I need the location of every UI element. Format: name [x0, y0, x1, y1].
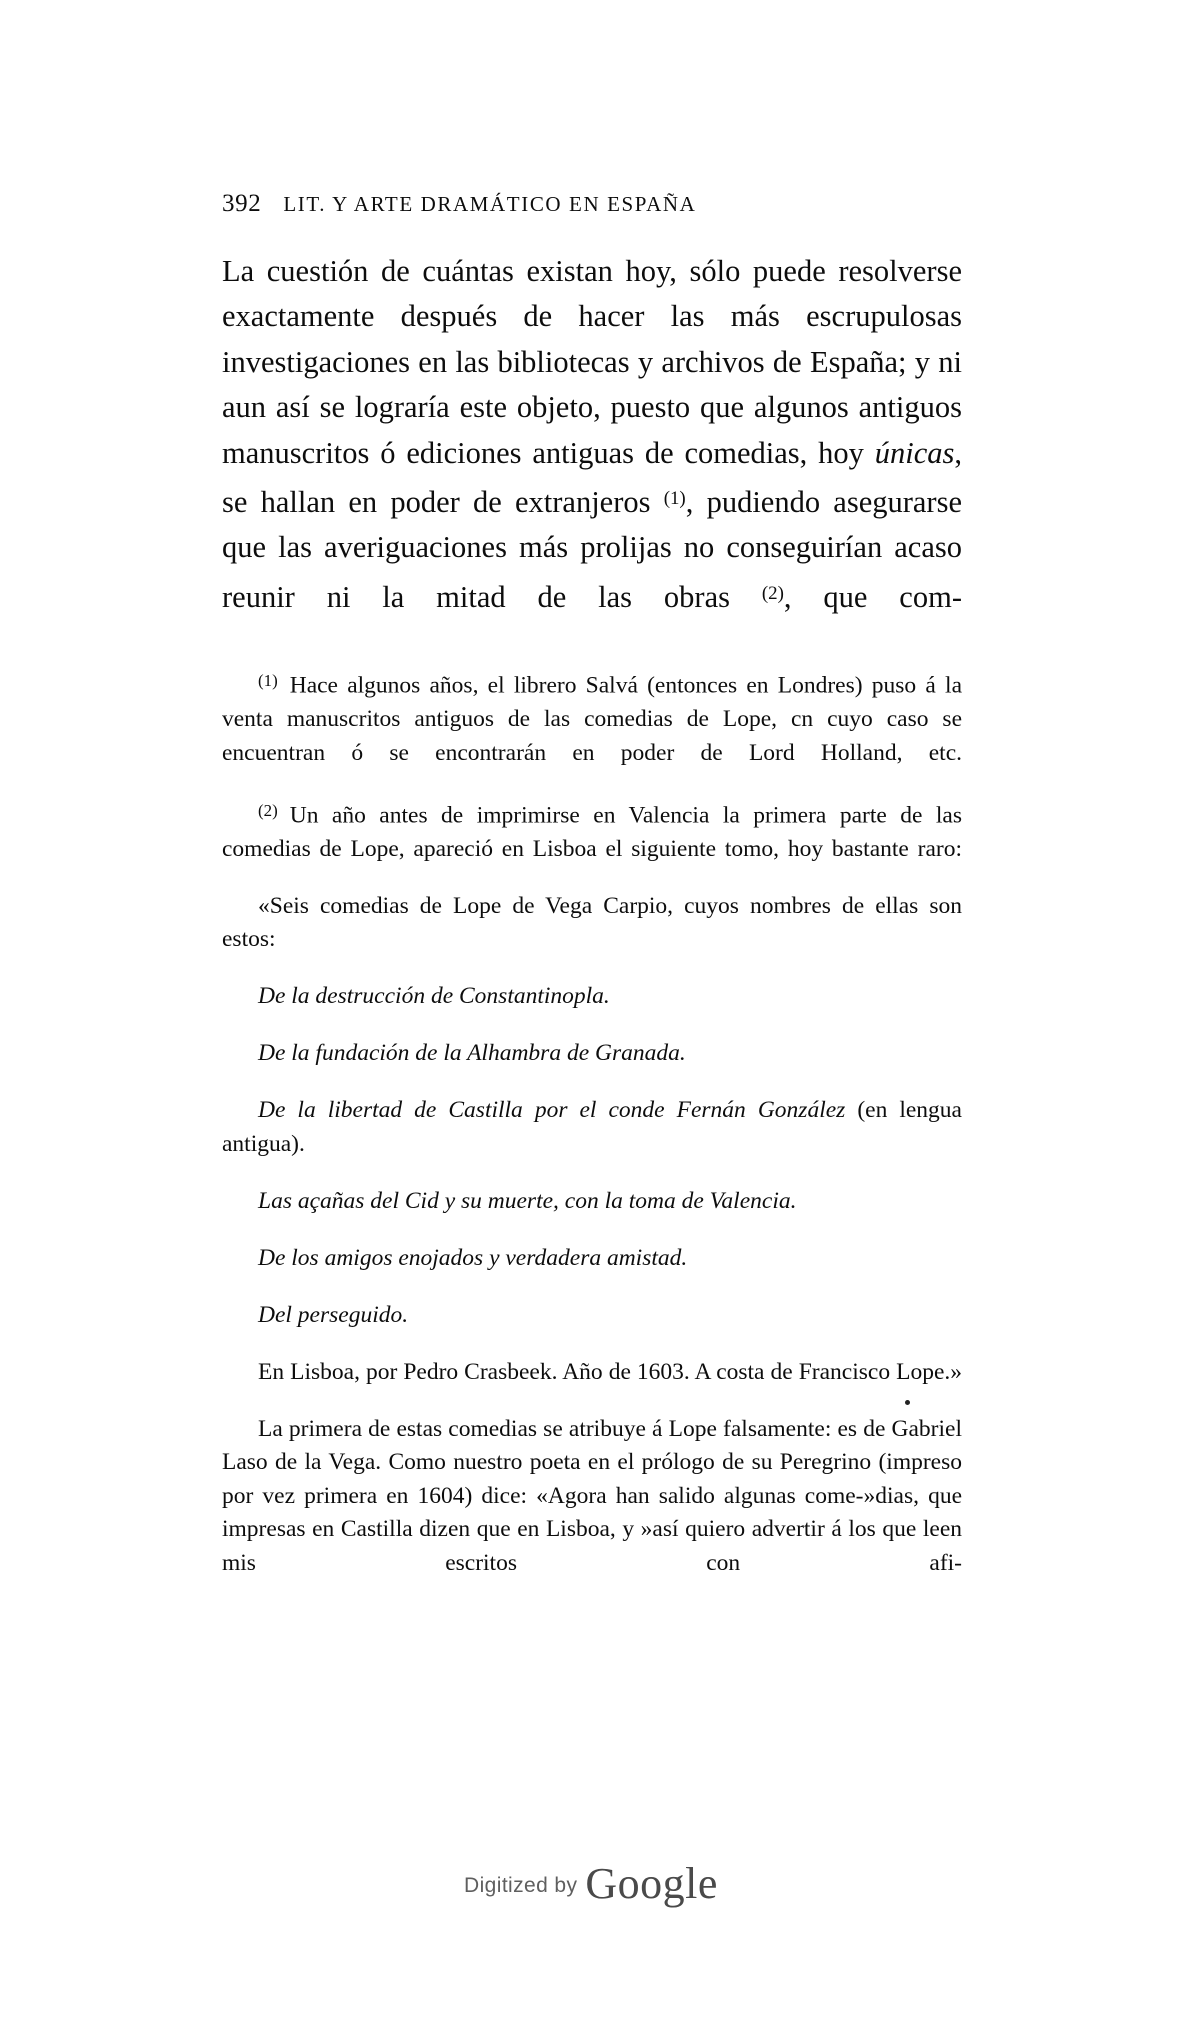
- closing-note: [222, 1413, 962, 1581]
- footnotes-block: [222, 664, 962, 1580]
- play-title-3-text: De la libertad de Castilla por el conde Fernán González: [258, 1097, 846, 1124]
- play-title-4: Las açañas del Cid y su muerte, con la toma de Valencia.: [258, 1187, 797, 1214]
- running-head-title: LIT. Y ARTE DRAMÁTICO EN ESPAÑA: [283, 192, 697, 216]
- page-number: 392: [222, 190, 262, 217]
- google-wordmark: Google: [585, 1859, 718, 1908]
- play-title-2: De la fundación de la Alhambra de Granada.: [258, 1040, 686, 1067]
- footnote-ref-2: (2): [761, 582, 784, 604]
- footnote-2-text: Un año antes de imprimirse en Valencia la primera parte de las comedias de Lope, apareció en Lisboa el siguiente tomo, hoy bastante raro:: [222, 802, 962, 862]
- body-text-part-4: , que com-: [783, 579, 962, 614]
- play-title-3-note: (en lengua antigua).: [222, 1097, 962, 1157]
- footnote-1: [222, 664, 962, 770]
- closing-note-italic-peregrino: Peregrino: [779, 1449, 872, 1476]
- footnote-1-text: Hace algunos años, el librero Salvá (entonces en Londres) puso á la venta manuscritos antiguos de las comedias de Lope, cn cuyo caso se encuentran ó se encontrarán en poder de Lord Holland, etc.: [222, 672, 962, 766]
- footnote-1-marker: (1): [258, 671, 278, 691]
- play-title-6: Del perseguido.: [258, 1301, 409, 1328]
- play-title-5: De los amigos enojados y verdadera amistad.: [258, 1244, 688, 1271]
- footnote-ref-1: (1): [663, 488, 686, 509]
- footnote-2-quote: «Seis comedias de Lope de Vega Carpio, cuyos nombres de ellas son estos:: [222, 892, 962, 953]
- body-text-part-1: La cuestión de cuántas existan hoy, sólo puede resolverse exactamente después de hacer las más escrupulosas investigaciones en las bibliotecas y archivos de España; y ni aun así se lograría este objeto, puesto que algunos antiguos manuscritos ó ediciones antiguas de comedias, hoy: [222, 253, 962, 470]
- footnote-2-marker: (2): [258, 800, 278, 820]
- footnote-2: [222, 794, 962, 866]
- page-content: [222, 190, 962, 1604]
- body-paragraph: [222, 249, 962, 621]
- digitized-by-footer: [0, 1858, 1182, 1909]
- closing-note-part-2: (impreso por vez primera en 1604) dice: «Agora han salido algunas come-»dias, que impresas en Castilla dizen que en Lisboa, y »así quiero advertir á los que leen mis escritos con afi-: [222, 1449, 962, 1576]
- digitized-by-label: Digitized by: [464, 1874, 578, 1897]
- running-head: [222, 190, 962, 218]
- scan-speck: [905, 1400, 910, 1405]
- closing-note-part-1: La primera de estas comedias se atribuye á Lope falsamente: es de Gabriel Laso de la Vega. Como nuestro poeta en el prólogo de su: [222, 1415, 962, 1476]
- play-title-1: De la destrucción de Constantinopla.: [258, 983, 610, 1010]
- body-italic-unicas: únicas: [874, 435, 955, 470]
- play-title-3: [222, 1094, 962, 1161]
- body-text-part-3: , pudiendo asegurarse que las averiguaciones más prolijas no conseguirían acaso reunir ni la mitad de las obras: [222, 484, 962, 614]
- imprint-line: En Lisboa, por Pedro Crasbeek. Año de 1603. A costa de Francisco Lope.»: [258, 1358, 962, 1385]
- body-text-part-2: , se hallan en poder de extranjeros: [222, 435, 962, 519]
